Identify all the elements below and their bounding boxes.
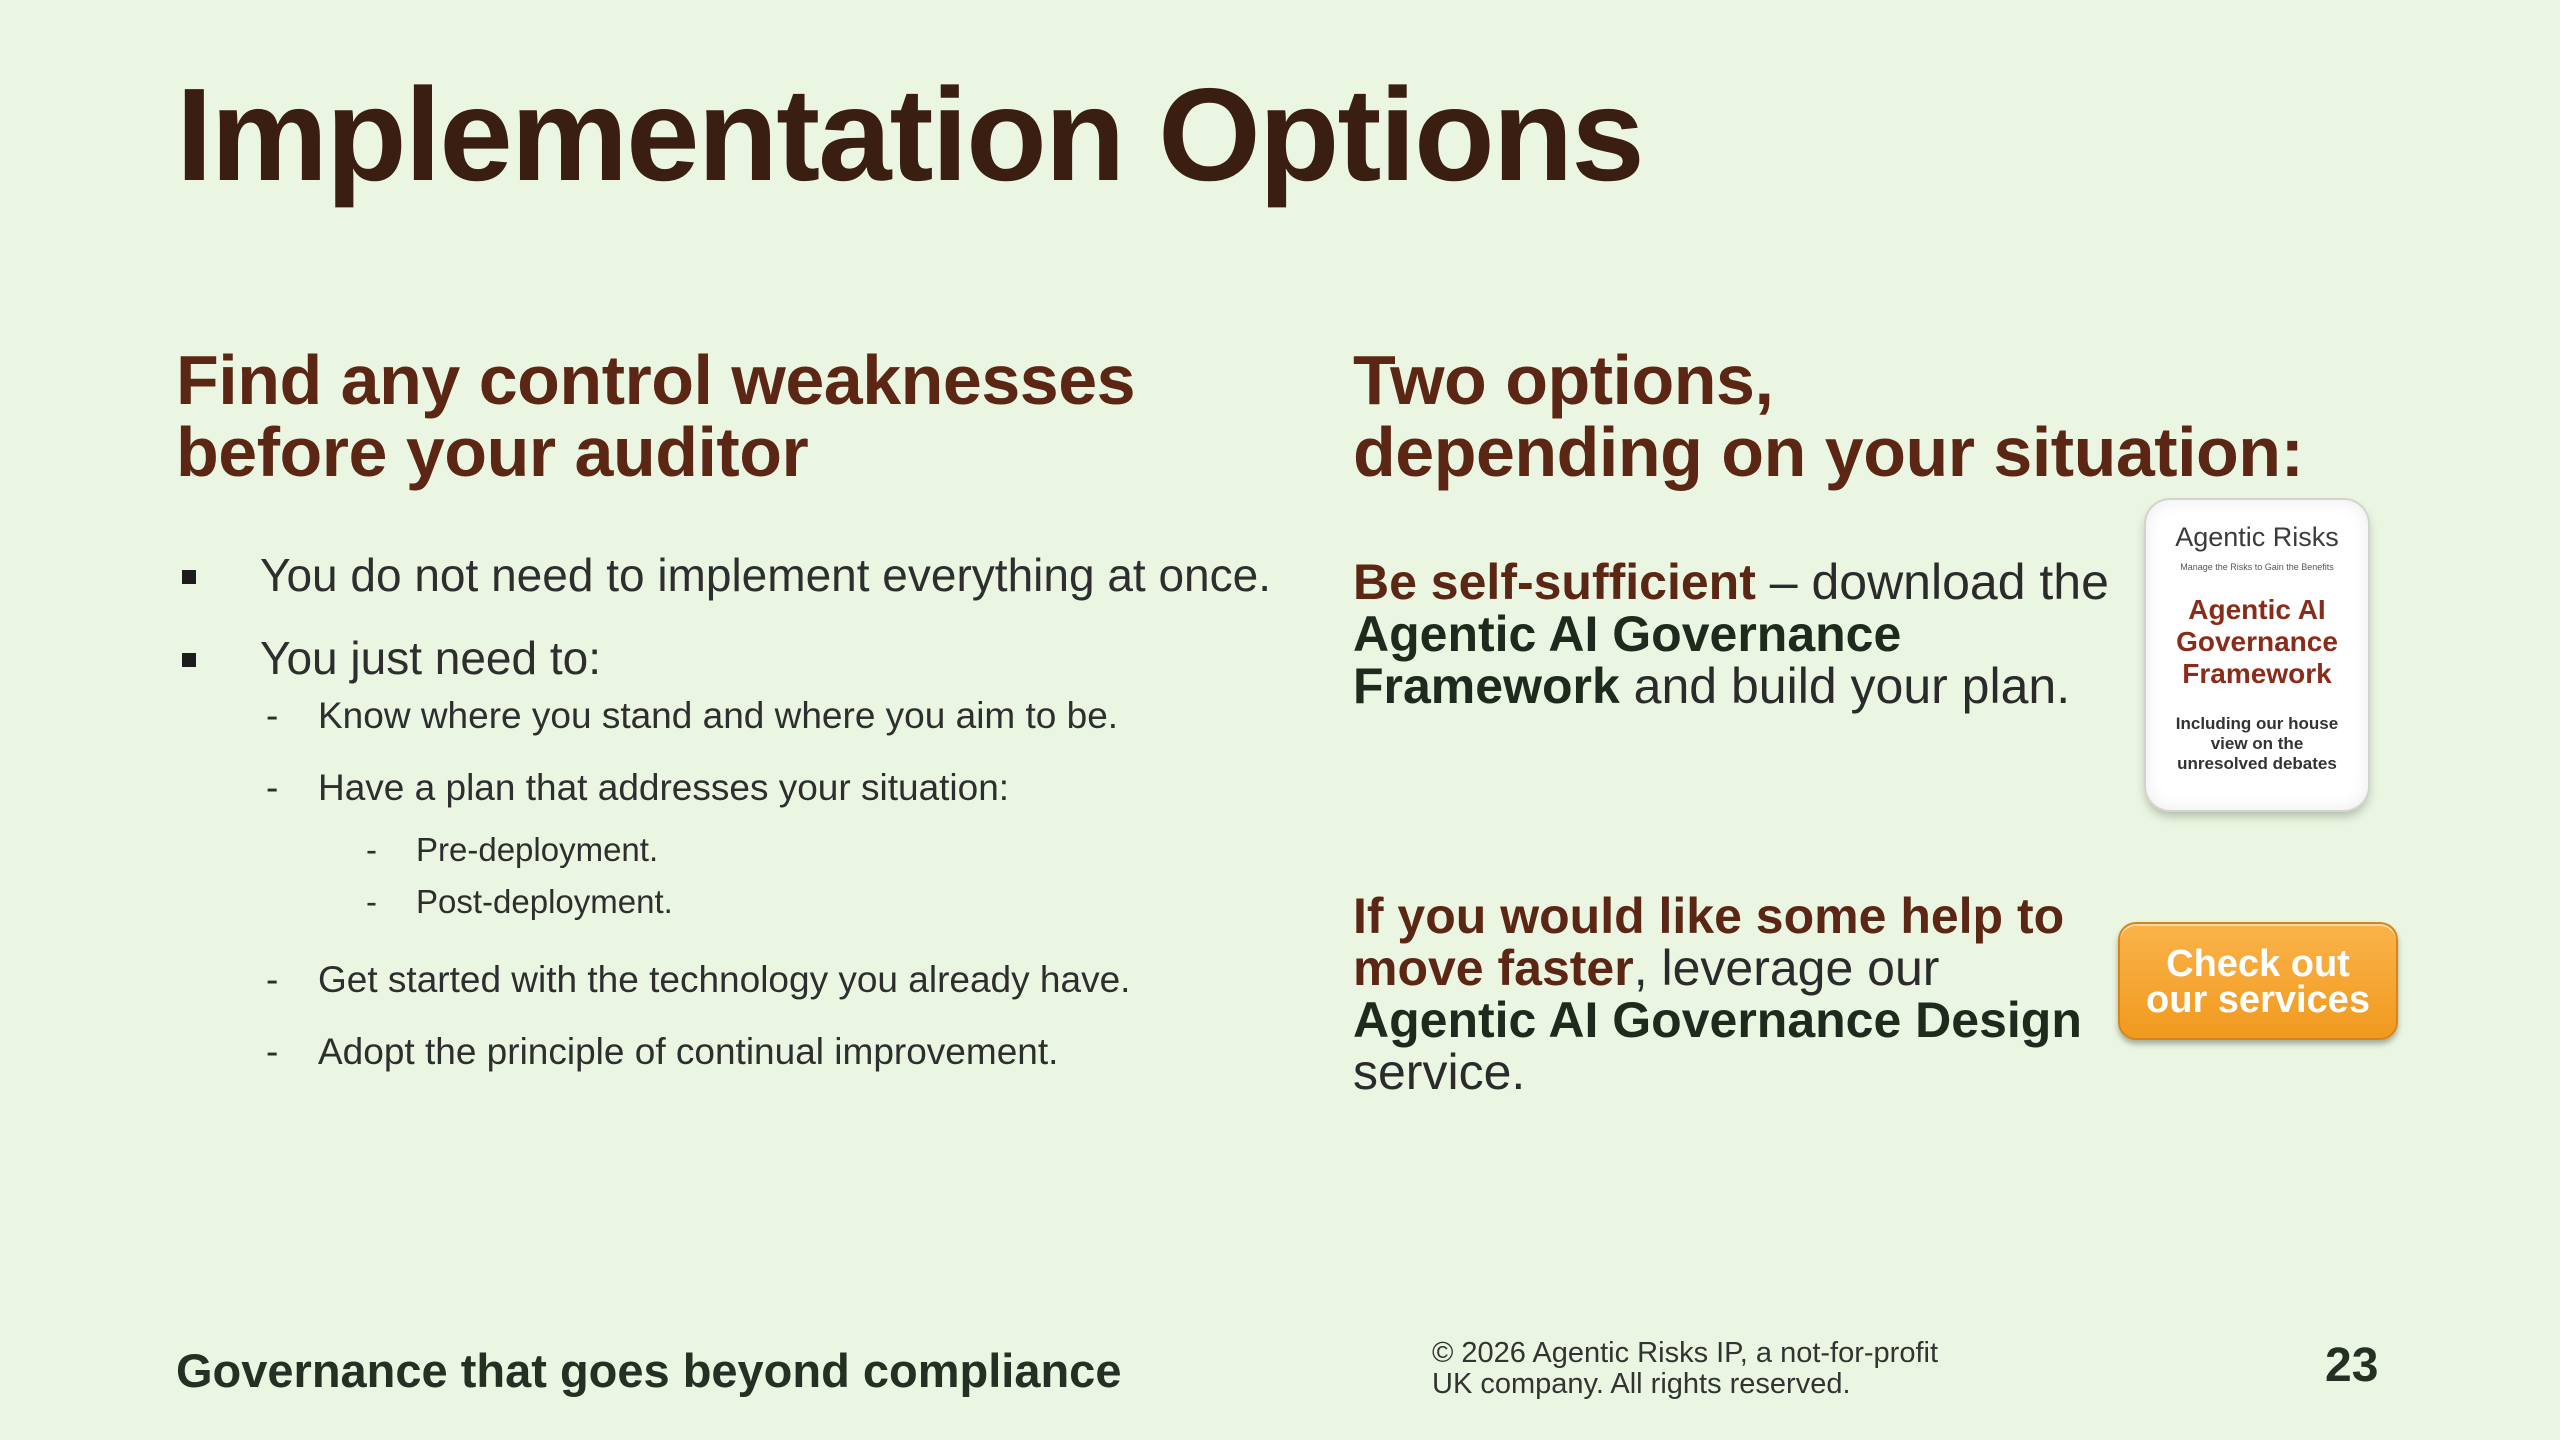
book-title-line: Agentic AI: [2188, 594, 2326, 625]
dash-marker: -: [266, 1031, 279, 1072]
book-note-line: view on the: [2210, 734, 2304, 753]
option1-accent: Be self-sufficient: [1353, 554, 1756, 610]
option-self-sufficient: [1353, 556, 2153, 712]
book-brand: Agentic Risks: [2175, 522, 2339, 552]
left-heading-line-1: Find any control weaknesses: [176, 341, 1136, 419]
check-services-button[interactable]: [2118, 922, 2398, 1040]
bullet-item: [176, 633, 1276, 1074]
sub-list: [260, 694, 1276, 1074]
book-title: [2146, 594, 2368, 690]
bullet-item: [176, 550, 1276, 601]
copyright-line: © 2026 Agentic Risks IP, a not-for-profit: [1432, 1337, 1939, 1369]
dash-marker: -: [266, 695, 279, 736]
footer-copyright: [1432, 1338, 1938, 1400]
right-heading-line-2: depending on your situation:: [1353, 413, 2304, 491]
button-label-line: Check out: [2166, 943, 2350, 985]
option-get-help: [1353, 890, 2113, 1098]
book-note: [2146, 714, 2368, 774]
sub-sub-item-text: Post-deployment.: [416, 883, 673, 920]
book-note-line: unresolved debates: [2177, 754, 2337, 773]
left-bullet-list: [176, 550, 1276, 1106]
dash-marker: -: [266, 959, 279, 1000]
option2-accent: If you would like some help to move faster: [1353, 888, 2065, 996]
design-service-link[interactable]: Agentic AI Governance Design: [1353, 992, 2082, 1048]
framework-link[interactable]: Agentic AI Governance Framework: [1353, 606, 1902, 714]
sub-item: [176, 766, 1276, 928]
sub-sub-item-text: Pre-deployment.: [416, 831, 659, 868]
framework-book-cover[interactable]: [2146, 500, 2368, 810]
sub-item: [176, 694, 1276, 738]
book-title-line: Framework: [2182, 658, 2332, 689]
square-bullet-icon: [182, 653, 196, 667]
dash-marker: -: [366, 831, 377, 868]
button-label-line: our services: [2146, 979, 2370, 1021]
copyright-line: UK company. All rights reserved.: [1432, 1368, 1851, 1400]
book-tagline: Manage the Risks to Gain the Benefits: [2180, 562, 2334, 572]
sub-item: [176, 958, 1276, 1002]
sub-sub-item: [176, 824, 1276, 876]
option1-text-2: and build your plan.: [1619, 658, 2071, 714]
slide-title: Implementation Options: [176, 61, 1643, 208]
square-bullet-icon: [182, 570, 196, 584]
book-note-line: Including our house: [2175, 714, 2339, 733]
dash-marker: -: [366, 883, 377, 920]
page-number: 23: [2325, 1339, 2379, 1392]
right-heading: [1353, 341, 2304, 491]
option1-text-1: – download the: [1755, 554, 2109, 610]
option2-text-1: , leverage our: [1633, 940, 1940, 996]
sub-item-text: Have a plan that addresses your situation:: [318, 767, 1010, 808]
option2-text-2: service.: [1353, 1044, 1526, 1100]
book-title-line: Governance: [2176, 626, 2338, 657]
dash-marker: -: [266, 767, 279, 808]
bullet-text: You just need to:: [260, 632, 602, 684]
sub-item-text: Know where you stand and where you aim to be.: [318, 695, 1119, 736]
footer-tagline: Governance that goes beyond compliance: [176, 1344, 1122, 1397]
left-heading: [176, 341, 1136, 491]
sub-sub-item: [176, 876, 1276, 928]
bullet-text: You do not need to implement everything at once.: [260, 549, 1271, 601]
sub-item-text: Adopt the principle of continual improvement.: [318, 1031, 1059, 1072]
sub-item-text: Get started with the technology you already have.: [318, 959, 1131, 1000]
left-heading-line-2: before your auditor: [176, 413, 809, 491]
sub-item: [176, 1030, 1276, 1074]
right-heading-line-1: Two options,: [1353, 341, 1774, 419]
sub-sub-list: [318, 824, 1276, 928]
